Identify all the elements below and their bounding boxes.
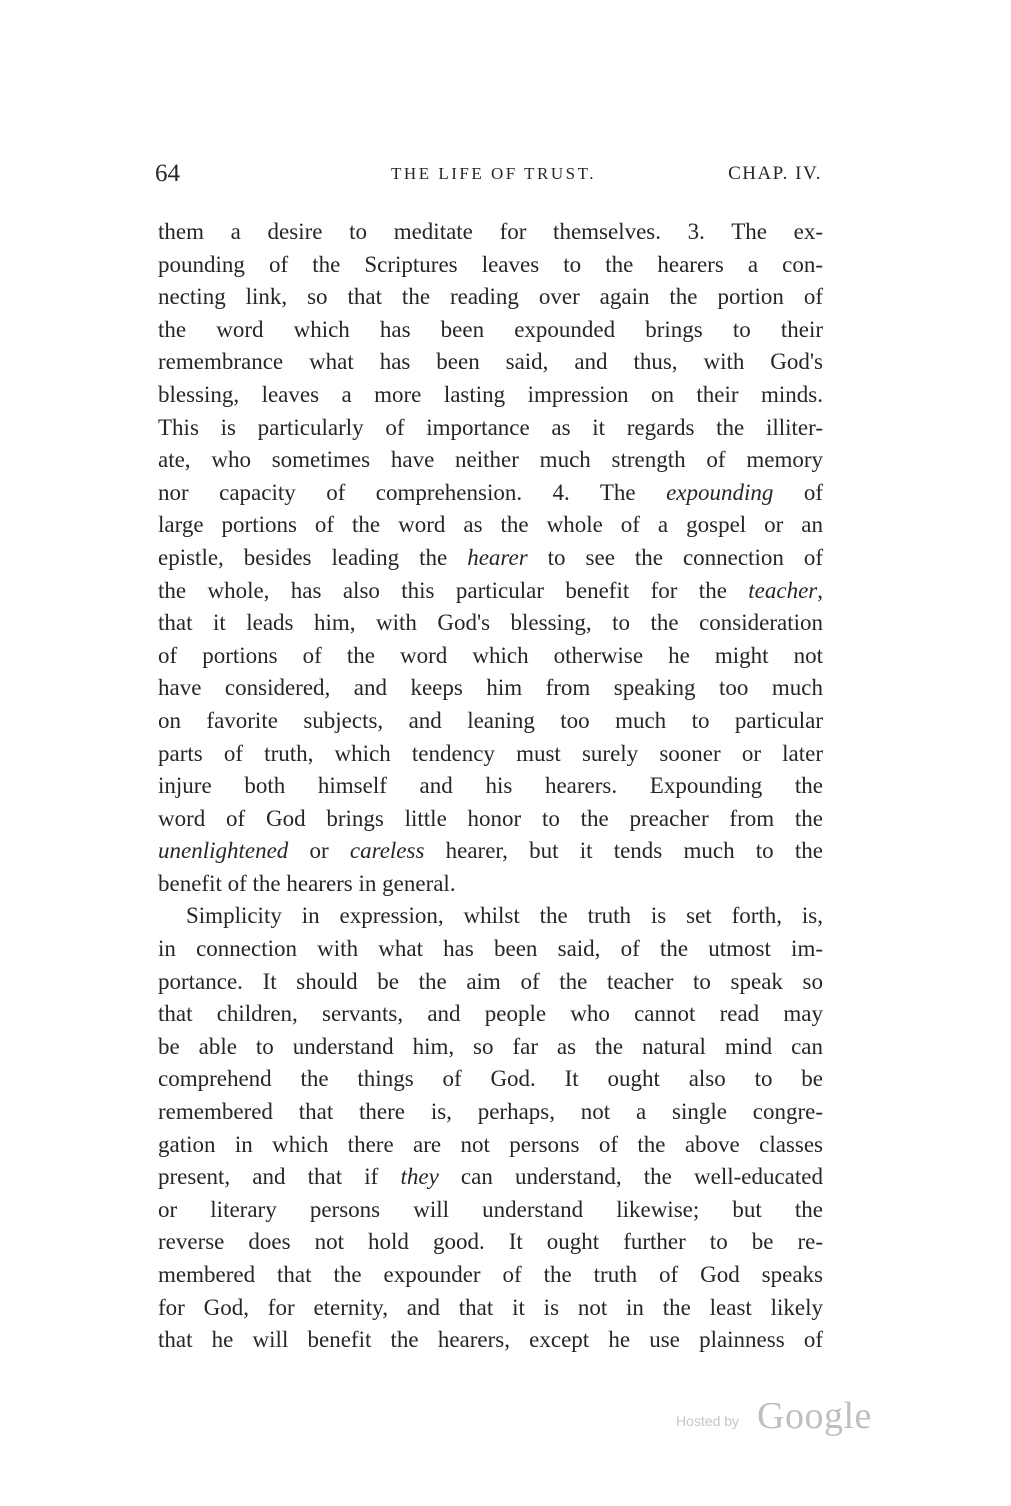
hosted-by-google-watermark [676, 1396, 886, 1436]
running-head [155, 160, 822, 192]
text-line: parts of truth, which tendency must surely sooner or later [158, 740, 823, 766]
text-line: benefit of the hearers in general. [158, 870, 456, 896]
text-line [158, 542, 823, 575]
text-line: have considered, and keeps him from speaking too much [158, 675, 823, 701]
text-line: reverse does not hold good. It ought further to be re- [158, 1229, 823, 1255]
text-run: , [817, 577, 823, 603]
text-line: ate, who sometimes have neither much strength of memory [158, 447, 823, 473]
text-line [158, 477, 823, 510]
body-text [158, 216, 823, 1357]
text-run: present, and that if [158, 1164, 401, 1190]
text-run: hearer, but it tends much to the [424, 838, 823, 864]
text-line: comprehend the things of God. It ought also to be [158, 1066, 823, 1092]
italic-text: teacher [748, 577, 818, 603]
text-run: or [288, 838, 350, 864]
text-line: necting link, so that the reading over again the portion of [158, 284, 823, 310]
italic-text: careless [349, 838, 425, 864]
text-line [158, 575, 823, 608]
text-line: word of God brings little honor to the preacher from the [158, 805, 823, 831]
text-line: that children, servants, and people who cannot read may [158, 1001, 823, 1027]
watermark-label: Hosted by [676, 1413, 740, 1429]
text-line: large portions of the word as the whole of a gospel or an [158, 512, 823, 538]
text-line: the word which has been expounded brings to their [158, 316, 823, 342]
italic-text: expounding [666, 479, 774, 505]
page-number: 64 [155, 160, 180, 187]
text-run: nor capacity of comprehension. 4. The [158, 479, 667, 505]
text-line: portance. It should be the aim of the teacher to speak so [158, 968, 823, 994]
text-line [158, 835, 823, 868]
text-line: blessing, leaves a more lasting impression on their minds. [158, 381, 823, 407]
italic-text: unenlightened [158, 838, 289, 864]
text-line: that it leads him, with God's blessing, to the consideration [158, 610, 823, 636]
italic-text: they [400, 1164, 439, 1190]
text-line: This is particularly of importance as it regards the illiter- [158, 414, 823, 440]
text-line: membered that the expounder of the truth of God speaks [158, 1262, 823, 1287]
text-line: gation in which there are not persons of the above classes [158, 1131, 823, 1157]
text-line: Simplicity in expression, whilst the truth is set forth, is, [186, 903, 823, 929]
text-line: pounding of the Scriptures leaves to the hearers a con- [158, 251, 823, 277]
text-line: in connection with what has been said, of the utmost im- [158, 936, 823, 962]
text-line: remembered that there is, perhaps, not a single congre- [158, 1099, 823, 1125]
text-line [158, 1161, 823, 1194]
text-run: to see the connection of [527, 544, 824, 570]
text-line: for God, for eternity, and that it is not in the least likely [158, 1294, 823, 1320]
italic-text: hearer [467, 544, 528, 570]
text-line: that he will benefit the hearers, except he use plainness of [158, 1327, 823, 1353]
google-logo: Google [757, 1395, 872, 1437]
book-title: THE LIFE OF TRUST. [391, 164, 596, 183]
text-line: remembrance what has been said, and thus, with God's [158, 349, 823, 375]
text-line: injure both himself and his hearers. Expounding the [158, 773, 823, 799]
text-line: of portions of the word which otherwise he might not [158, 642, 823, 668]
text-run: can understand, the well-educated [438, 1164, 823, 1190]
text-run: of [773, 479, 823, 505]
chapter-reference: CHAP. IV. [728, 163, 822, 184]
paragraph-2 [158, 900, 823, 1356]
text-run: epistle, besides leading the [158, 544, 468, 570]
text-run: the whole, has also this particular benefit for the [158, 577, 749, 603]
text-line: be able to understand him, so far as the natural mind can [158, 1033, 823, 1059]
text-line: on favorite subjects, and leaning too much to particular [158, 707, 823, 733]
paragraph-1 [158, 216, 823, 900]
text-line: or literary persons will understand likewise; but the [158, 1196, 823, 1222]
text-line: them a desire to meditate for themselves. 3. The ex- [158, 219, 823, 244]
